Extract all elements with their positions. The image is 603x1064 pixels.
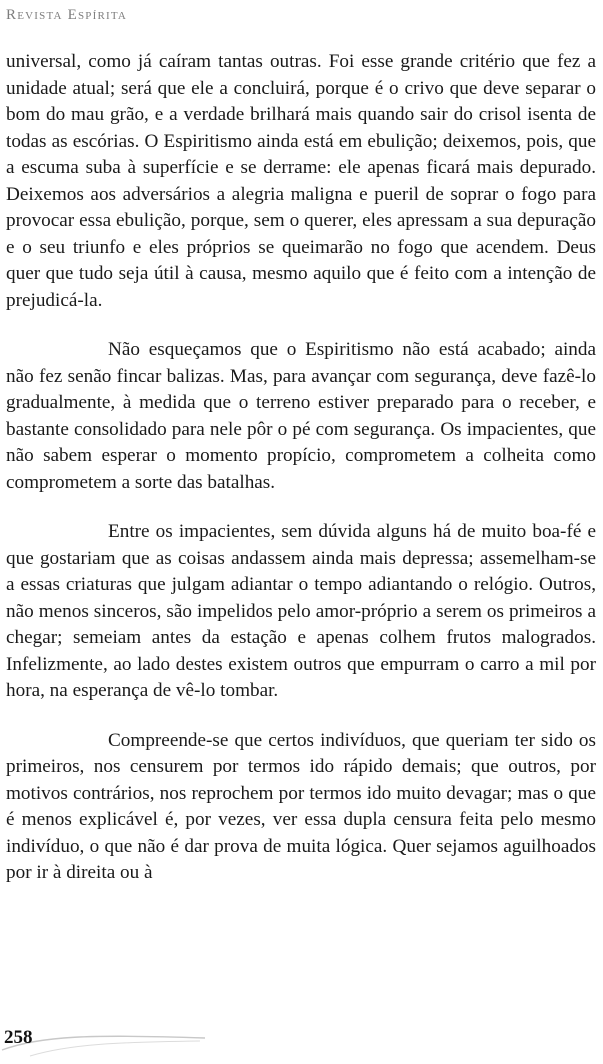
paragraph-4: Compreende-se que certos indivíduos, que queriam ter sido os primeiros, nos censurem por termos ido rápido demais; que outros, por motivos contrários, nos reprochem por termos ido muito devagar; mas o que é menos explicável é, por vezes, ver essa dupla censura feita pelo mesmo indivíduo, o que não é dar prova de muita lógica. Quer sejamos aguilhoados por ir à direita ou à — [6, 729, 596, 883]
paragraph-2: Não esqueçamos que o Espiritismo não está acabado; ainda não fez senão fincar balizas. Mas, para avançar com segurança, deve fazê-lo gradualmente, à medida que o terreno estiver preparado para o receber, e bastante consolidado para nele pôr o pé com segurança. Os impacientes, que não sabem esperar o momento propício, comprometem a colheita como comprometem a sorte das batalhas. — [6, 339, 596, 493]
running-header: Revista Espírita — [6, 7, 128, 23]
paragraph-3: Entre os impacientes, sem dúvida alguns há de muito boa-fé e que gostariam que as coisas andassem ainda mais depressa; assemelham-se a essas criaturas que julgam adiantar o tempo adiantando o relógio. Outros, não menos sinceros, são impelidos pelo amor-próprio a serem os primeiros a chegar; semeiam antes da estação e apenas colhem frutos malogrados. Infelizmente, ao lado destes existem outros que empurram o carro a mil por hora, na esperança de vê-lo tombar. — [6, 521, 596, 701]
page-number: 258 — [4, 1027, 33, 1048]
page-body — [6, 49, 596, 887]
paragraph-1: universal, como já caíram tantas outras. Foi esse grande critério que fez a unidade atual; será que ele a concluirá, porque é o crivo que deve separar o bom do mau grão, e a verdade brilhará mais quando sair do crisol isenta de todas as escórias. O Espiritismo ainda está em ebulição; deixemos, pois, que a escuma suba à superfície e se derrame: ele apenas ficará mais depurado. Deixemos aos adversários a alegria maligna e pueril de soprar o fogo para provocar essa ebulição, porque, sem o querer, eles apressam a sua depuração e o seu triunfo e eles próprios se queimarão no fogo que acendem. Deus quer que tudo seja útil à causa, mesmo aquilo que é feito com a intenção de prejudicá-la. — [6, 51, 596, 311]
